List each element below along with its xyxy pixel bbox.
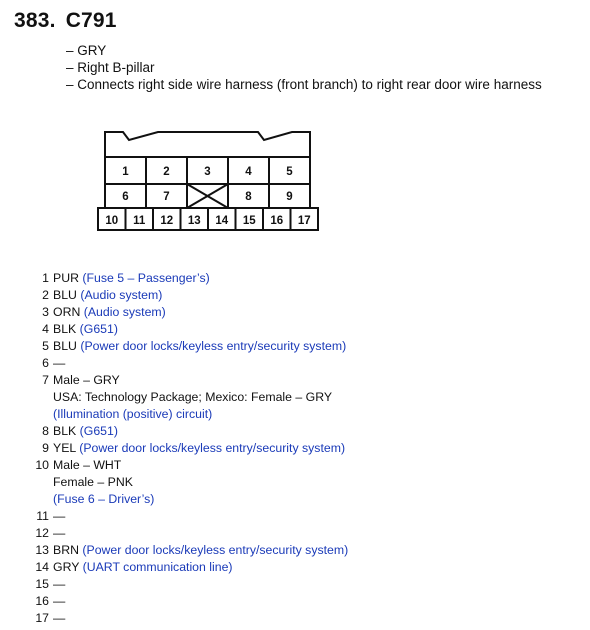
cavity-4: 4 bbox=[245, 166, 252, 178]
detail-color: – GRY bbox=[66, 43, 107, 58]
detail-location: – Right B-pillar bbox=[66, 60, 155, 75]
pin-number: 15 bbox=[35, 577, 49, 591]
pin-row bbox=[34, 321, 348, 338]
pin-number: 17 bbox=[35, 611, 49, 625]
pin-number: 5 bbox=[42, 339, 49, 353]
pin-row bbox=[34, 423, 348, 440]
wire-color: GRY bbox=[53, 560, 80, 574]
cavity-7: 7 bbox=[163, 191, 170, 203]
pin-row bbox=[34, 287, 348, 304]
circuit-link[interactable]: (Fuse 5 – Passenger’s) bbox=[82, 271, 210, 285]
pin-row bbox=[34, 610, 348, 627]
wire-color: — bbox=[53, 577, 66, 591]
pin-number: 3 bbox=[42, 305, 49, 319]
cavity-15: 15 bbox=[242, 215, 256, 227]
connector-code: C791 bbox=[65, 9, 117, 32]
wire-color: — bbox=[53, 356, 66, 370]
wire-color: Male – WHT bbox=[53, 458, 122, 472]
page-title bbox=[14, 9, 117, 33]
wire-color: — bbox=[53, 611, 66, 625]
pin-number: 4 bbox=[42, 322, 49, 336]
pin-row bbox=[34, 525, 348, 542]
cavity-6: 6 bbox=[122, 191, 129, 203]
cavity-11: 11 bbox=[133, 215, 146, 227]
pin-number: 2 bbox=[42, 288, 49, 302]
circuit-link[interactable]: (G651) bbox=[79, 322, 118, 336]
pin-number: 9 bbox=[42, 441, 49, 455]
pin-note: Female – PNK bbox=[53, 475, 133, 489]
cavity-3: 3 bbox=[204, 166, 211, 178]
cavity-10: 10 bbox=[105, 215, 119, 227]
pin-row bbox=[34, 593, 348, 610]
wire-color: Male – GRY bbox=[53, 373, 120, 387]
cavity-1: 1 bbox=[122, 166, 129, 178]
pin-number: 10 bbox=[35, 458, 49, 472]
circuit-link[interactable]: (Power door locks/keyless entry/security system) bbox=[82, 543, 349, 557]
wire-color: PUR bbox=[53, 271, 79, 285]
cavity-9: 9 bbox=[286, 191, 293, 203]
pin-note: USA: Technology Package; Mexico: Female – GRY bbox=[53, 390, 333, 404]
cavity-12: 12 bbox=[160, 215, 174, 227]
section-number: 383. bbox=[14, 9, 56, 32]
pin-number: 8 bbox=[42, 424, 49, 438]
pin-row bbox=[34, 508, 348, 525]
cavity-14: 14 bbox=[215, 215, 229, 227]
wire-color: — bbox=[53, 594, 66, 608]
pin-number: 12 bbox=[35, 526, 49, 540]
wire-color: YEL bbox=[53, 441, 76, 455]
pin-number: 16 bbox=[35, 594, 49, 608]
detail-connection: – Connects right side wire harness (front branch) to right rear door wire harness bbox=[66, 77, 542, 92]
wire-color: BLK bbox=[53, 424, 77, 438]
cavity-5: 5 bbox=[286, 166, 293, 178]
pin-number: 6 bbox=[42, 356, 49, 370]
circuit-link[interactable]: (Audio system) bbox=[80, 288, 163, 302]
pin-number: 13 bbox=[35, 543, 49, 557]
wire-color: BRN bbox=[53, 543, 79, 557]
circuit-link[interactable]: (Power door locks/keyless entry/security system) bbox=[80, 339, 347, 353]
pin-row bbox=[34, 338, 348, 355]
cavity-2: 2 bbox=[163, 166, 170, 178]
pin-row bbox=[34, 355, 348, 372]
pin-row bbox=[34, 270, 348, 287]
wire-color: — bbox=[53, 526, 66, 540]
cavity-8: 8 bbox=[245, 191, 252, 203]
wire-color: BLU bbox=[53, 339, 77, 353]
wire-color: ORN bbox=[53, 305, 81, 319]
pin-row bbox=[34, 304, 348, 321]
pin-number: 11 bbox=[36, 509, 49, 523]
pin-list bbox=[34, 270, 348, 627]
connector-details bbox=[66, 42, 542, 93]
pin-row bbox=[34, 440, 348, 457]
wire-color: BLU bbox=[53, 288, 77, 302]
pin-row bbox=[34, 457, 348, 508]
pin-number: 7 bbox=[42, 373, 49, 387]
connector-diagram bbox=[96, 130, 326, 234]
pin-row bbox=[34, 542, 348, 559]
cavity-16: 16 bbox=[270, 215, 284, 227]
pin-number: 1 bbox=[42, 271, 49, 285]
pin-row bbox=[34, 559, 348, 576]
circuit-link[interactable]: (G651) bbox=[79, 424, 118, 438]
pin-row bbox=[34, 372, 348, 423]
pin-number: 14 bbox=[35, 560, 49, 574]
cavity-17: 17 bbox=[297, 215, 311, 227]
circuit-link[interactable]: (Power door locks/keyless entry/security system) bbox=[79, 441, 346, 455]
wire-color: — bbox=[53, 509, 66, 523]
wire-color: BLK bbox=[53, 322, 77, 336]
circuit-link[interactable]: (Fuse 6 – Driver’s) bbox=[53, 492, 155, 506]
pin-row bbox=[34, 576, 348, 593]
cavity-13: 13 bbox=[187, 215, 201, 227]
circuit-link[interactable]: (Audio system) bbox=[83, 305, 166, 319]
circuit-link[interactable]: (UART communication line) bbox=[82, 560, 233, 574]
circuit-link[interactable]: (Illumination (positive) circuit) bbox=[53, 407, 213, 421]
